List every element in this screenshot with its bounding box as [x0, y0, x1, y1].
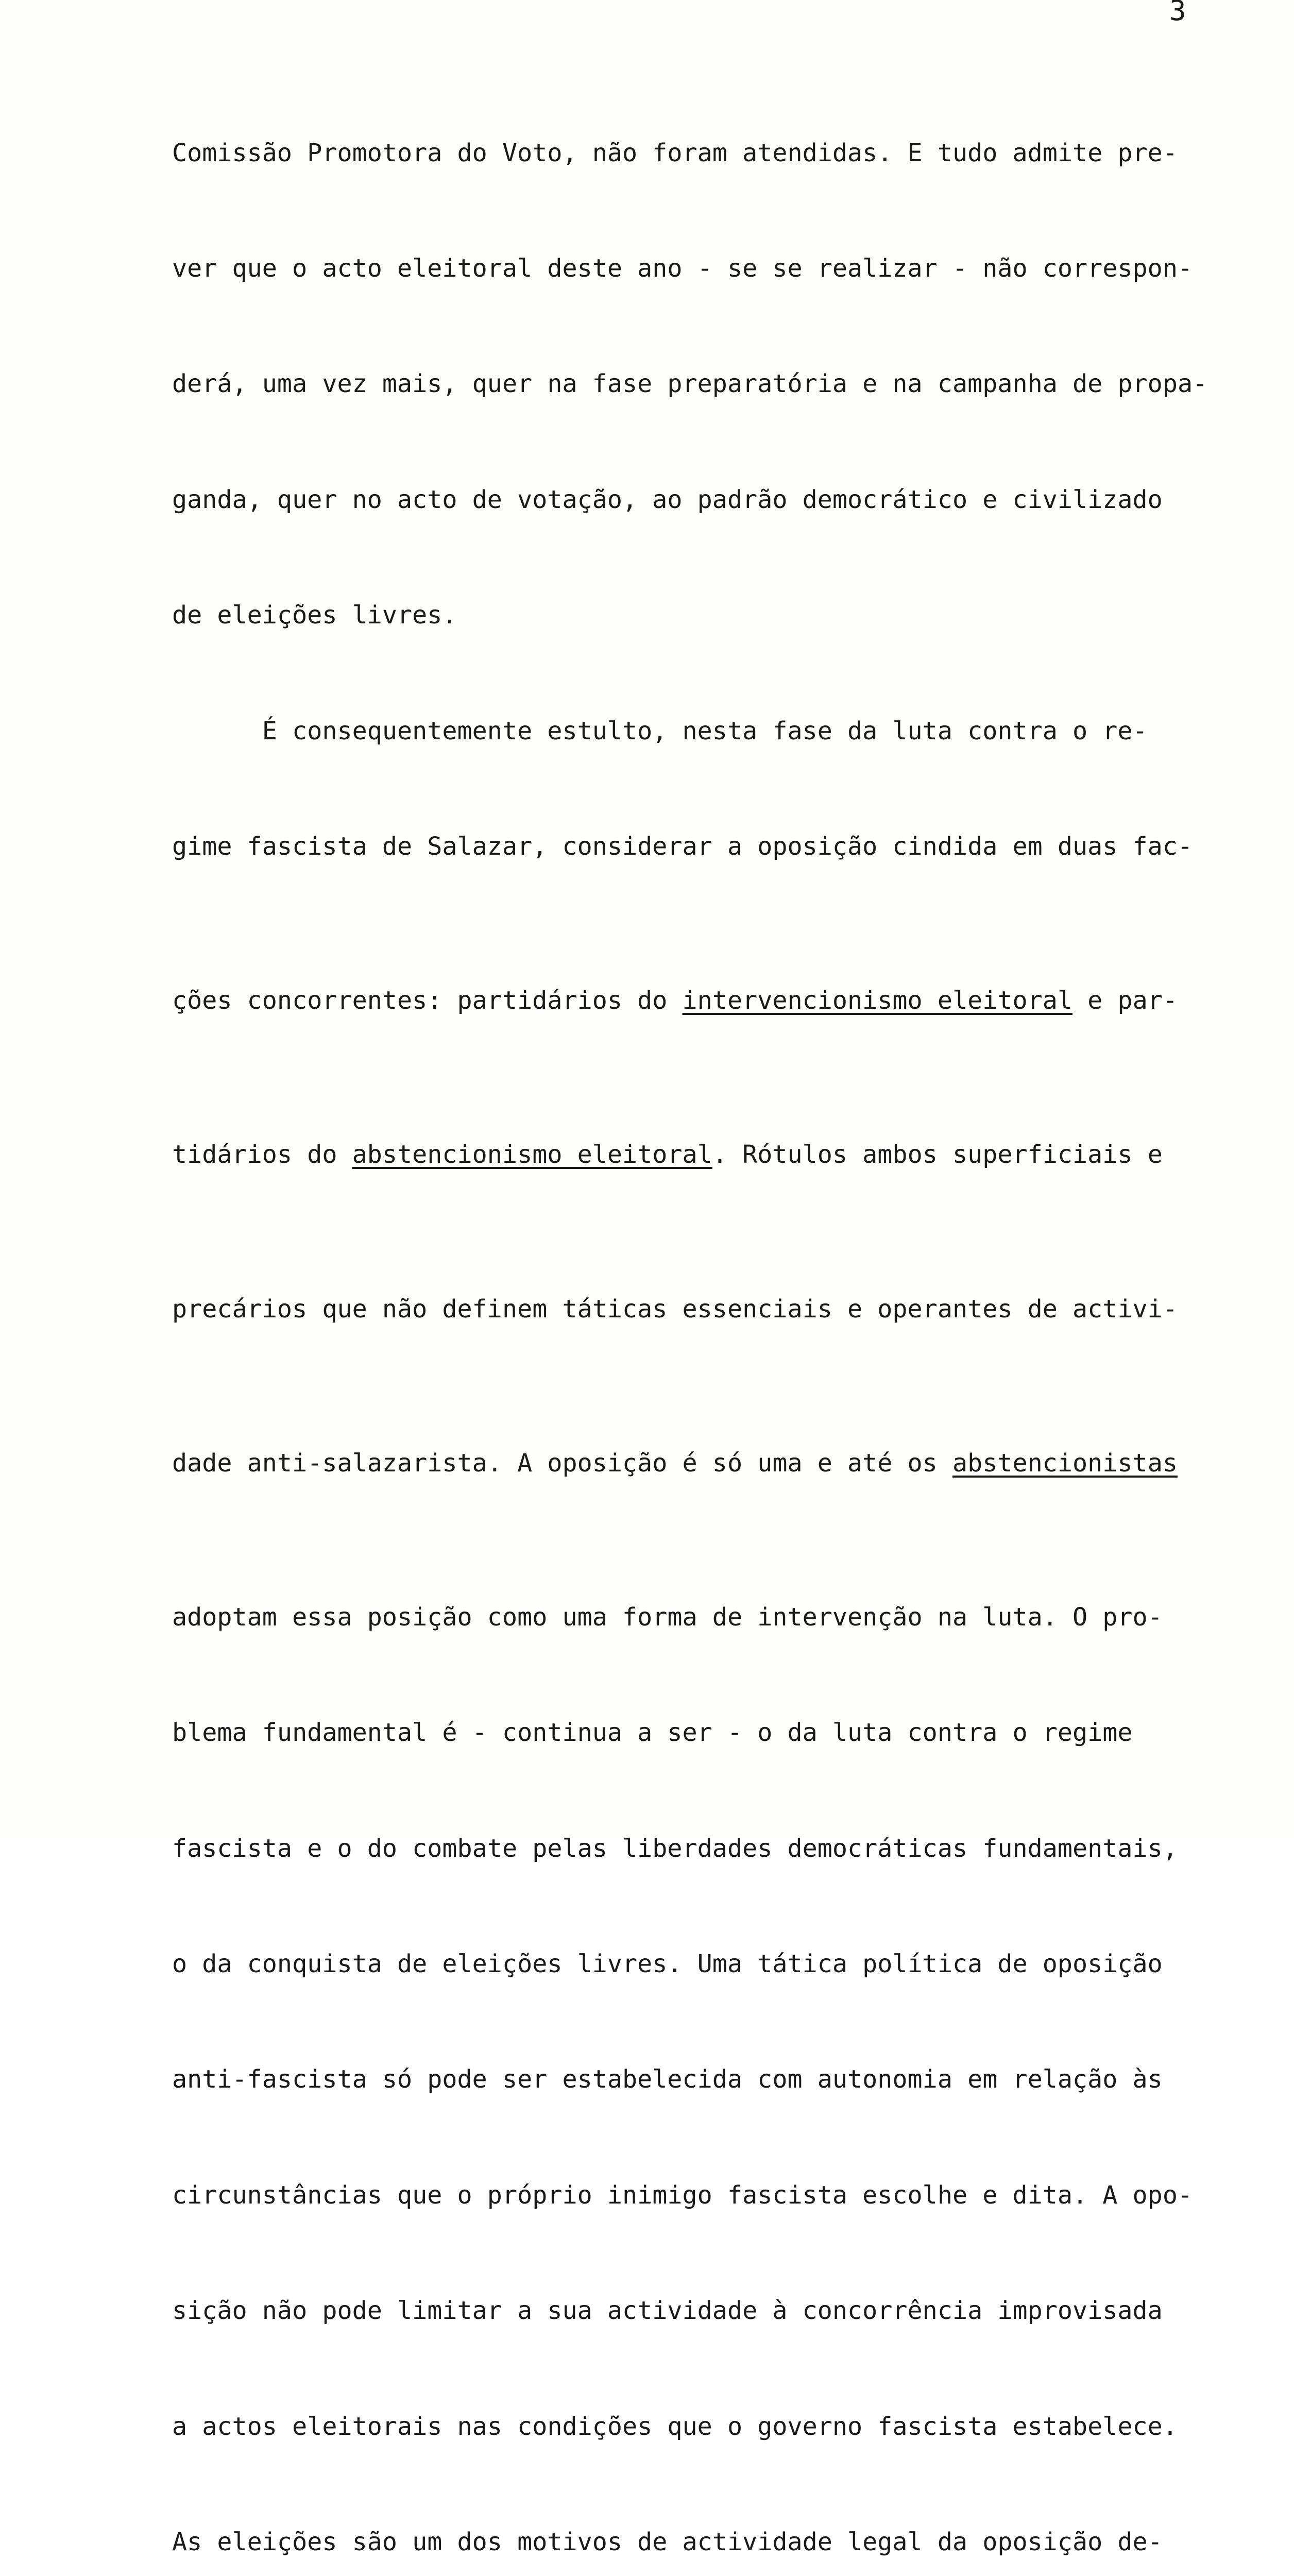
text-line: o da conquista de eleições livres. Uma tática política de oposição	[172, 1950, 1163, 1979]
text-line: de eleições livres.	[172, 601, 457, 630]
text-segment: tidários do	[172, 1140, 352, 1170]
text-segment: dade anti-salazarista. A oposição é só uma e até os	[172, 1448, 952, 1478]
text-line: É consequentemente estulto, nesta fase da luta contra o re-	[172, 716, 1148, 745]
text-line	[172, 1136, 1285, 1174]
text-segment: e par-	[1072, 986, 1178, 1015]
text-line	[172, 981, 1285, 1020]
text-line: As eleições são um dos motivos de actividade legal da oposição de-	[172, 2528, 1163, 2556]
underlined-term: abstencionismo eleitoral	[352, 1140, 712, 1170]
text-segment: ções concorrentes: partidários do	[172, 986, 683, 1015]
text-line: Comissão Promotora do Voto, não foram atendidas. E tudo admite pre-	[172, 138, 1178, 167]
page-number: 3	[1169, 0, 1186, 27]
text-line: sição não pode limitar a sua actividade à concorrência improvisada	[172, 2296, 1163, 2326]
text-line: gime fascista de Salazar, considerar a oposição cindida em duas fac-	[172, 832, 1193, 861]
text-line: circunstâncias que o próprio inimigo fascista escolhe e dita. A opo-	[172, 2180, 1193, 2210]
text-line: derá, uma vez mais, quer na fase preparatória e na campanha de propa-	[172, 369, 1208, 399]
text-line: ganda, quer no acto de votação, ao padrão democrático e civilizado	[172, 485, 1163, 514]
underlined-term: intervencionismo eleitoral	[682, 986, 1073, 1015]
underlined-term: abstencionistas	[952, 1448, 1178, 1478]
text-line: anti-fascista só pode ser estabelecida com autonomia em relação às	[172, 2065, 1163, 2094]
text-line: adoptam essa posição como uma forma de intervenção na luta. O pro-	[172, 1602, 1163, 1632]
text-segment: . Rótulos ambos superficiais e	[712, 1140, 1163, 1170]
text-line: blema fundamental é - continua a ser - o da luta contra o regime	[172, 1718, 1133, 1748]
text-line: precários que não definem táticas essenciais e operantes de activi-	[172, 1294, 1178, 1324]
text-line: ver que o acto eleitoral deste ano - se se realizar - não correspon-	[172, 253, 1193, 283]
text-line: fascista e o do combate pelas liberdades democráticas fundamentais,	[172, 1834, 1178, 1863]
text-line	[172, 1444, 1285, 1483]
text-line: a actos eleitorais nas condições que o governo fascista estabelece.	[172, 2412, 1178, 2441]
body-text	[172, 57, 1285, 2576]
